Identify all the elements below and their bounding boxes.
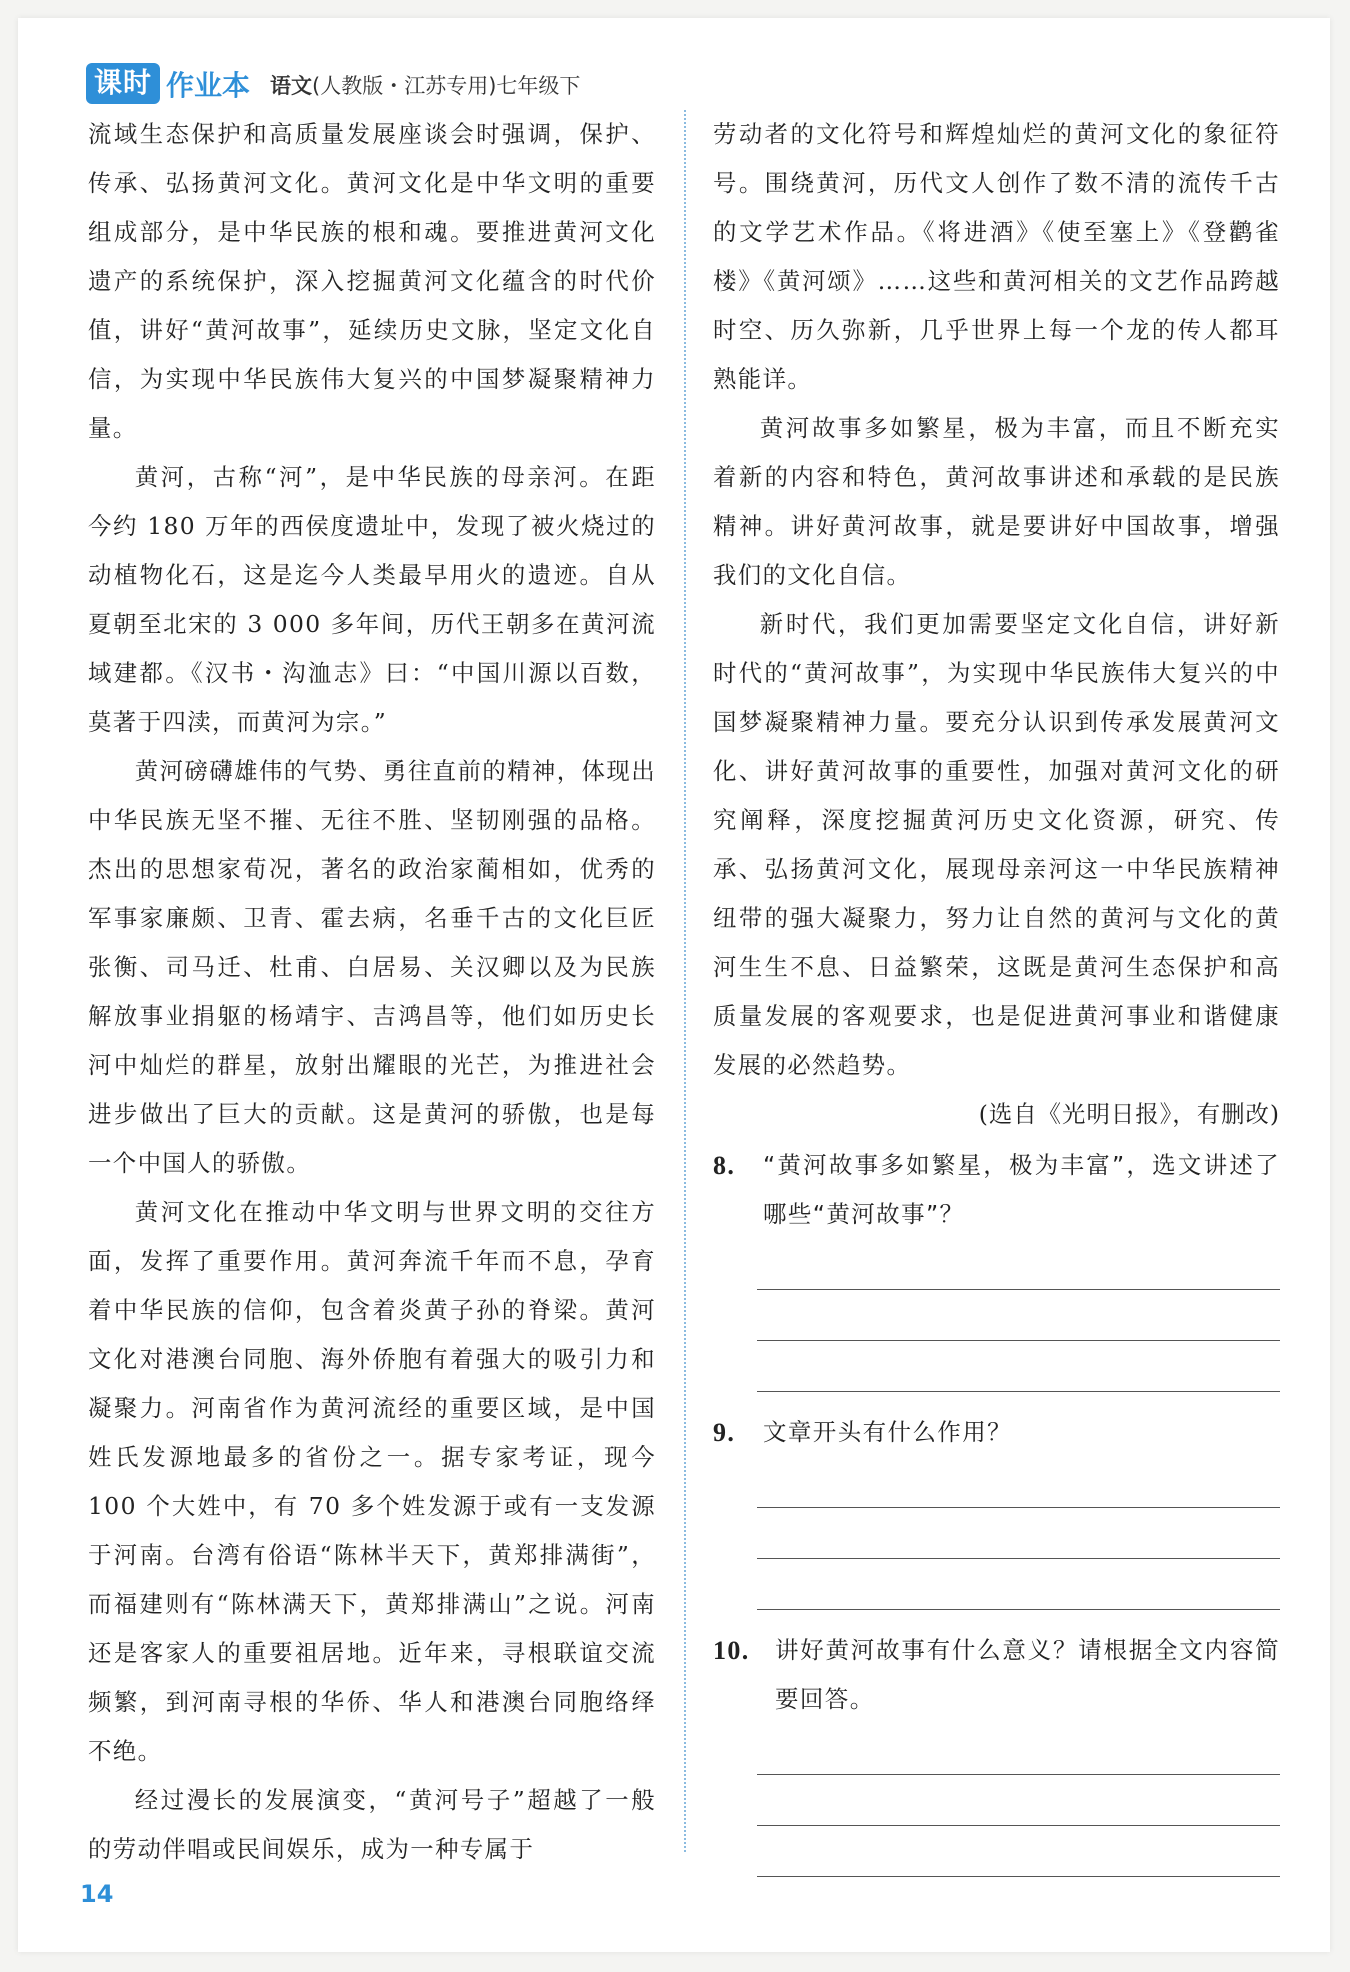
answer-line[interactable] xyxy=(757,1826,1280,1877)
question-text: 文章开头有什么作用？ xyxy=(763,1418,1012,1446)
source-citation: (选自《光明日报》，有删改) xyxy=(978,1100,1280,1128)
book-subtitle xyxy=(270,68,580,104)
question-text: 讲好黄河故事有什么意义？请根据全文内容简要回答。 xyxy=(775,1636,1280,1713)
paragraph: 流域生态保护和高质量发展座谈会时强调，保护、传承、弘扬黄河文化。黄河文化是中华文明的重要组成部分，是中华民族的根和魂。要推进黄河文化遗产的系统保护，深入挖掘黄河文化蕴含的时代价值，讲好“黄河故事”，延续历史文脉，坚定文化自信，为实现中华民族伟大复兴的中国梦凝聚精神力量。 xyxy=(88,120,656,442)
question-9 xyxy=(713,1408,1280,1457)
answer-line[interactable] xyxy=(757,1457,1280,1508)
column-divider xyxy=(684,110,686,1852)
subject-label: 语文 xyxy=(270,74,313,98)
question-number: 9. xyxy=(713,1418,736,1447)
paragraph: 黄河文化在推动中华文明与世界文明的交往方面，发挥了重要作用。黄河奔流千年而不息，孕育着中华民族的信仰，包含着炎黄子孙的脊梁。黄河文化对港澳台同胞、海外侨胞有着强大的吸引力和凝聚力。河南省作为黄河流经的重要区域，是中国姓氏发源地最多的省份之一。据专家考证，现今 100 个大姓中，有 70 多个姓发源于或有一支发源于河南。台湾有俗语“陈林半天下，黄郑排满街”，而福建则有“陈林满天下，黄郑排满山”之说。河南还是客家人的重要祖居地。近年来，寻根联谊交流频繁，到河南寻根的华侨、华人和港澳台同胞络绎不绝。 xyxy=(88,1198,656,1765)
question-number: 10. xyxy=(713,1636,750,1665)
answer-line[interactable] xyxy=(757,1290,1280,1341)
logo: 课时 xyxy=(86,63,160,104)
edition-label: (人教版・江苏专用)七年级下 xyxy=(312,74,581,98)
answer-line[interactable] xyxy=(757,1508,1280,1559)
paragraph: 经过漫长的发展演变，“黄河号子”超越了一般的劳动伴唱或民间娱乐，成为一种专属于 xyxy=(88,1786,656,1863)
question-10 xyxy=(713,1626,1280,1724)
question-number: 8. xyxy=(713,1151,736,1180)
paragraph: 黄河磅礴雄伟的气势、勇往直前的精神，体现出中华民族无坚不摧、无往不胜、坚韧刚强的品格。杰出的思想家荀况，著名的政治家蔺相如，优秀的军事家廉颇、卫青、霍去病，名垂千古的文化巨匠张衡、司马迁、杜甫、白居易、关汉卿以及为民族解放事业捐躯的杨靖宇、吉鸿昌等，他们如历史长河中灿烂的群星，放射出耀眼的光芒，为推进社会进步做出了巨大的贡献。这是黄河的骄傲，也是每一个中国人的骄傲。 xyxy=(88,757,656,1177)
answer-line[interactable] xyxy=(757,1724,1280,1775)
left-column xyxy=(88,110,656,1874)
brand-title: 作业本 xyxy=(166,69,251,102)
answer-line[interactable] xyxy=(757,1559,1280,1610)
right-column xyxy=(713,110,1280,1877)
answer-line[interactable] xyxy=(757,1775,1280,1826)
question-8 xyxy=(713,1141,1280,1239)
page-number: 14 xyxy=(80,1880,114,1908)
paragraph: 劳动者的文化符号和辉煌灿烂的黄河文化的象征符号。围绕黄河，历代文人创作了数不清的流传千古的文学艺术作品。《将进酒》《使至塞上》《登鹳雀楼》《黄河颂》……这些和黄河相关的文艺作品跨越时空、历久弥新，几乎世界上每一个龙的传人都耳熟能详。 xyxy=(713,120,1280,393)
question-text: “黄河故事多如繁星，极为丰富”，选文讲述了哪些“黄河故事”？ xyxy=(763,1151,1280,1228)
page-header xyxy=(86,58,580,104)
answer-line[interactable] xyxy=(757,1341,1280,1392)
paragraph: 黄河故事多如繁星，极为丰富，而且不断充实着新的内容和特色，黄河故事讲述和承载的是民族精神。讲好黄河故事，就是要讲好中国故事，增强我们的文化自信。 xyxy=(713,414,1280,589)
paragraph: 黄河，古称“河”，是中华民族的母亲河。在距今约 180 万年的西侯度遗址中，发现了被火烧过的动植物化石，这是迄今人类最早用火的遗迹。自从夏朝至北宋的 3 000 多年间，历代王朝多在黄河流域建都。《汉书・沟洫志》曰：“中国川源以百数，莫著于四渎，而黄河为宗。” xyxy=(88,463,656,736)
paragraph: 新时代，我们更加需要坚定文化自信，讲好新时代的“黄河故事”，为实现中华民族伟大复兴的中国梦凝聚精神力量。要充分认识到传承发展黄河文化、讲好黄河故事的重要性，加强对黄河文化的研究阐释，深度挖掘黄河历史文化资源，研究、传承、弘扬黄河文化，展现母亲河这一中华民族精神纽带的强大凝聚力，努力让自然的黄河与文化的黄河生生不息、日益繁荣，这既是黄河生态保护和高质量发展的客观要求，也是促进黄河事业和谐健康发展的必然趋势。 xyxy=(713,610,1280,1079)
answer-line[interactable] xyxy=(757,1239,1280,1290)
